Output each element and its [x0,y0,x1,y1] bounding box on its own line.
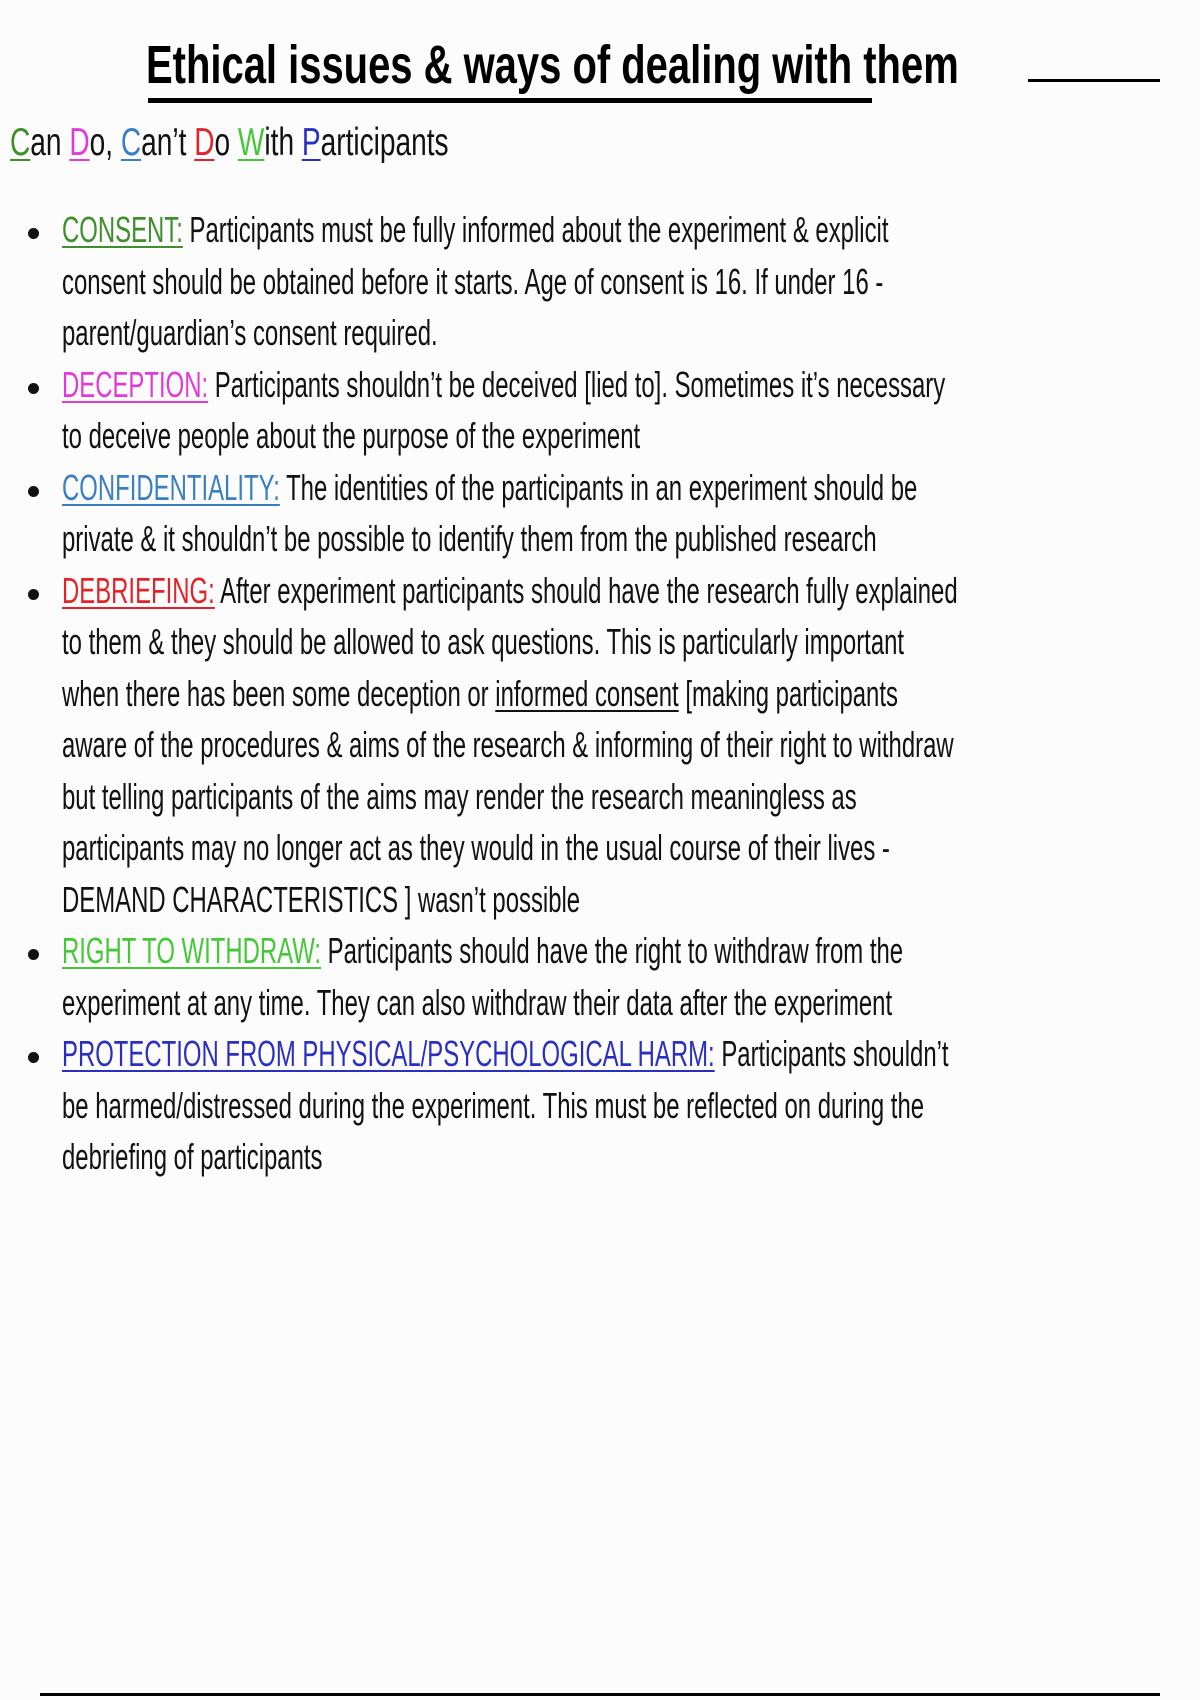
point-description: The identities of the participants in an experiment should be private & it shouldn’t be possible to identify them from the published research [62,466,918,559]
term-label: CONSENT: [62,209,183,250]
mnemonic-word [69,121,121,164]
list-item-protection-from-harm [0,1028,1200,1183]
mnemonic-rest: o [214,121,238,164]
mnemonic-line [10,118,449,168]
term-label: PROTECTION FROM PHYSICAL/PSYCHOLOGICAL HARM: [62,1033,715,1074]
mnemonic-initial: D [69,121,90,164]
point-description: Participants shouldn’t be harmed/distressed during the experiment. This must be reflected on during the debriefing of participants [62,1033,949,1177]
bullet-icon [28,589,39,600]
term-label: CONFIDENTIALITY: [62,466,280,508]
mnemonic-initial: C [120,121,142,164]
bullet-icon [28,1052,39,1063]
mnemonic-rest: an [30,121,70,164]
list-item-consent [0,204,1200,359]
mnemonic-rest: o, [89,121,121,164]
bottom-rule [40,1693,1160,1696]
mnemonic-initial: C [10,121,31,164]
mnemonic-initial: W [237,121,265,164]
top-right-rule [1028,79,1160,82]
mnemonic-initial: P [301,121,321,164]
mnemonic-rest: an’t [141,121,195,164]
page-title: Ethical issues & ways of dealing with them [146,35,959,95]
mnemonic-word [238,121,302,164]
bullet-icon [28,949,39,960]
list-item-right-to-withdraw [0,925,1200,1028]
list-item-debriefing [0,565,1200,926]
mnemonic-word [194,121,238,164]
point-description: Participants must be fully informed about the experiment & explicit consent should be obtained before it starts. Age of consent is 16. If under 16 - parent/guardian’s consent required. [62,209,889,353]
point-description: Participants shouldn’t be deceived [lied to]. Sometimes it’s necessary to deceive people about the purpose of the experiment [62,363,946,456]
term-label: DEBRIEFING: [62,569,215,611]
list-item-confidentiality [0,462,1200,565]
mnemonic-rest: ith [264,121,302,164]
term-label: RIGHT TO WITHDRAW: [62,930,322,971]
point-description-continued: [making participants aware of the procedures & aims of the research & informing of their right to withdraw but telling participants of the aims may render the research meaningless as participants may no longer act as they would in the usual course of their lives - DEMAND CHARACTERISTICS ] wasn’t possible [62,672,954,920]
term-label: DECEPTION: [62,363,209,405]
bullet-icon [28,486,39,497]
underlined-phrase: informed consent [495,672,679,714]
title-underline [148,98,872,103]
list-item-deception [0,359,1200,462]
mnemonic-initial: D [194,121,215,164]
point-description: Participants should have the right to withdraw from the experiment at any time. They can also withdraw their data after the experiment [62,930,904,1023]
ethical-issues-list [0,204,1200,1183]
point-description: After experiment participants should have the research fully explained to them & they should be allowed to ask questions. This is particularly important when there has been some deception or [62,569,958,714]
bullet-icon [28,383,39,394]
mnemonic-word [121,121,194,164]
mnemonic-word [10,121,69,164]
bullet-icon [28,228,39,239]
mnemonic-rest: articipants [320,121,449,164]
mnemonic-word [302,121,449,164]
